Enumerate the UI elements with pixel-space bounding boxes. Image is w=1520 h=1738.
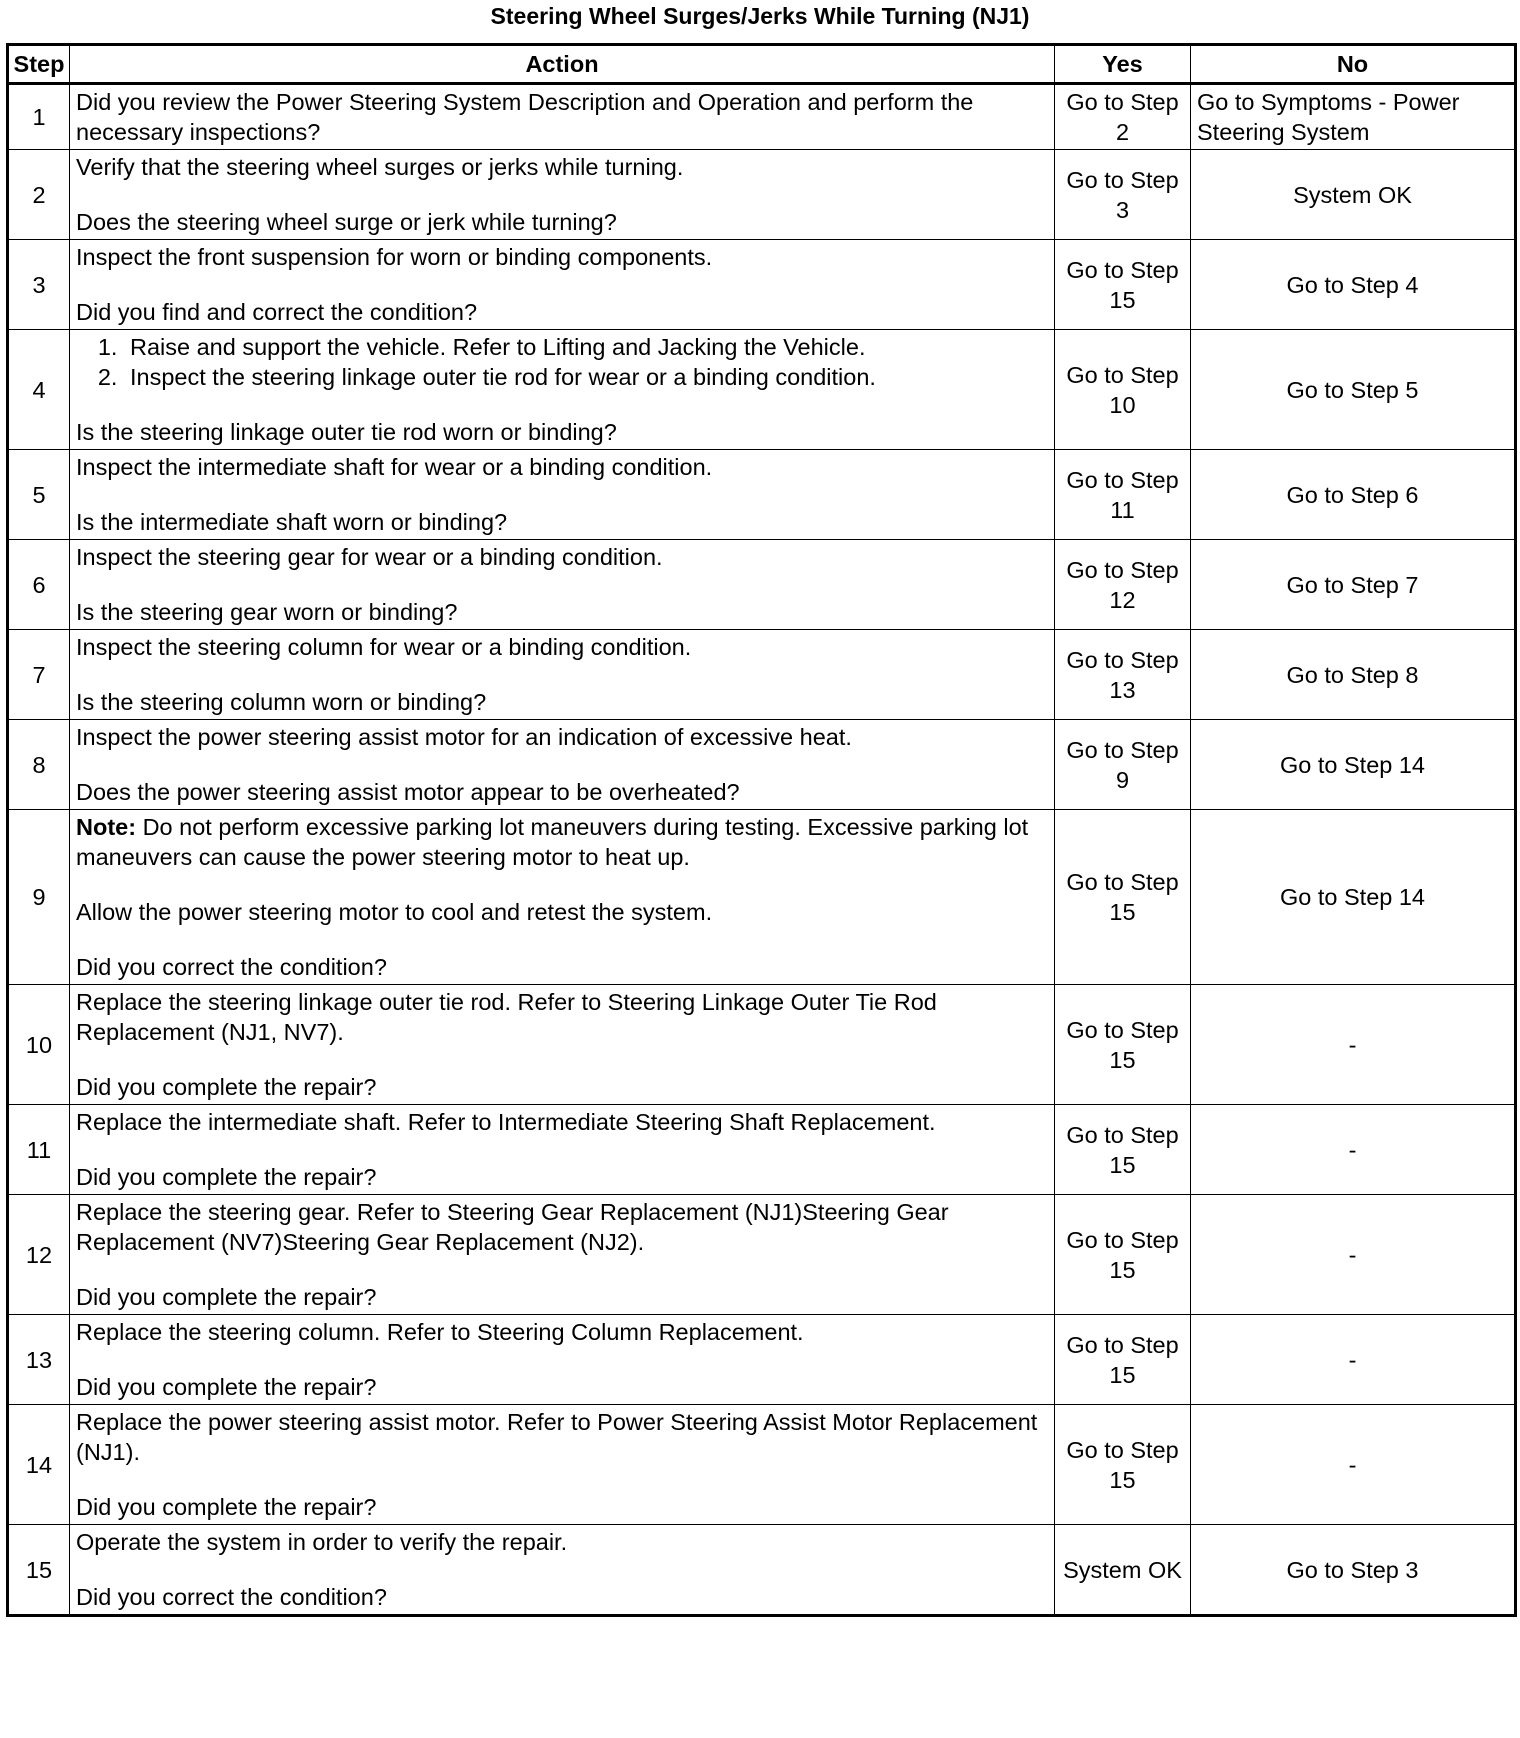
yes-outcome: Go to Step 10: [1055, 330, 1191, 450]
no-outcome: -: [1191, 1105, 1516, 1195]
no-outcome: Go to Symptoms - Power Steering System: [1191, 84, 1516, 150]
no-outcome: Go to Step 8: [1191, 630, 1516, 720]
sub-step-list: [76, 332, 1048, 392]
table-row: [8, 1315, 1516, 1405]
yes-outcome: Go to Step 15: [1055, 810, 1191, 985]
yes-outcome: Go to Step 3: [1055, 150, 1191, 240]
table-row: [8, 1105, 1516, 1195]
step-number: 10: [8, 985, 70, 1105]
note-text: Do not perform excessive parking lot maneuvers during testing. Excessive parking lot maneuvers can cause the power steering motor to heat up.: [76, 814, 1029, 870]
note-label: Note:: [76, 814, 137, 840]
step-number: 15: [8, 1525, 70, 1616]
no-outcome: -: [1191, 1315, 1516, 1405]
document-title: Steering Wheel Surges/Jerks While Turning (NJ1): [490, 3, 1030, 29]
table-row: [8, 540, 1516, 630]
table-row: [8, 240, 1516, 330]
action-cell: [70, 1405, 1055, 1525]
action-instruction: Replace the steering linkage outer tie rod. Refer to Steering Linkage Outer Tie Rod Replacement (NJ1, NV7).: [76, 989, 937, 1045]
action-question: Did you correct the condition?: [76, 954, 387, 980]
action-question: Is the steering column worn or binding?: [76, 689, 487, 715]
table-row: [8, 1405, 1516, 1525]
action-instruction: Replace the intermediate shaft. Refer to Intermediate Steering Shaft Replacement.: [76, 1109, 936, 1135]
yes-outcome: Go to Step 15: [1055, 1315, 1191, 1405]
no-outcome: Go to Step 4: [1191, 240, 1516, 330]
action-cell: [70, 1195, 1055, 1315]
sub-step: 2. Inspect the steering linkage outer tie rod for wear or a binding condition.: [124, 362, 1048, 392]
action-instruction: Inspect the steering gear for wear or a binding condition.: [76, 544, 663, 570]
table-header-row: [8, 45, 1516, 84]
action-cell: [70, 985, 1055, 1105]
table-row: [8, 1525, 1516, 1616]
step-number: 5: [8, 450, 70, 540]
action-question: Does the steering wheel surge or jerk while turning?: [76, 209, 617, 235]
yes-column-header: Yes: [1055, 45, 1191, 84]
sub-step: 1. Raise and support the vehicle. Refer to Lifting and Jacking the Vehicle.: [124, 332, 1048, 362]
action-column-header: Action: [70, 45, 1055, 84]
step-number: 12: [8, 1195, 70, 1315]
action-question: Is the intermediate shaft worn or binding?: [76, 509, 508, 535]
yes-outcome: Go to Step 2: [1055, 84, 1191, 150]
step-number: 7: [8, 630, 70, 720]
no-outcome: Go to Step 6: [1191, 450, 1516, 540]
table-row: [8, 720, 1516, 810]
table-row: [8, 150, 1516, 240]
yes-outcome: Go to Step 11: [1055, 450, 1191, 540]
action-instruction: Replace the steering gear. Refer to Steering Gear Replacement (NJ1)Steering Gear Replacement (NV7)Steering Gear Replacement (NJ2).: [76, 1199, 949, 1255]
action-cell: [70, 330, 1055, 450]
action-cell: [70, 1525, 1055, 1616]
action-instruction: Replace the power steering assist motor. Refer to Power Steering Assist Motor Replacement (NJ1).: [76, 1409, 1038, 1465]
note-block: [76, 812, 1048, 872]
table-row: [8, 985, 1516, 1105]
diagnostic-table: [6, 43, 1517, 1617]
action-question: Is the steering linkage outer tie rod worn or binding?: [76, 419, 617, 445]
yes-outcome: Go to Step 9: [1055, 720, 1191, 810]
step-number: 2: [8, 150, 70, 240]
yes-outcome: Go to Step 15: [1055, 240, 1191, 330]
action-question: Did you complete the repair?: [76, 1074, 377, 1100]
action-instruction: Replace the steering column. Refer to Steering Column Replacement.: [76, 1319, 804, 1345]
action-question: Did you complete the repair?: [76, 1494, 377, 1520]
no-outcome: Go to Step 14: [1191, 720, 1516, 810]
action-question: Does the power steering assist motor appear to be overheated?: [76, 779, 740, 805]
no-outcome: -: [1191, 1195, 1516, 1315]
action-cell: [70, 240, 1055, 330]
no-outcome: Go to Step 5: [1191, 330, 1516, 450]
step-number: 4: [8, 330, 70, 450]
action-cell: [70, 1105, 1055, 1195]
yes-outcome: Go to Step 13: [1055, 630, 1191, 720]
yes-outcome: Go to Step 15: [1055, 1195, 1191, 1315]
step-number: 6: [8, 540, 70, 630]
no-outcome: Go to Step 14: [1191, 810, 1516, 985]
table-row: [8, 630, 1516, 720]
yes-outcome: Go to Step 15: [1055, 985, 1191, 1105]
step-column-header: Step: [8, 45, 70, 84]
step-number: 11: [8, 1105, 70, 1195]
action-question: Is the steering gear worn or binding?: [76, 599, 458, 625]
step-number: 3: [8, 240, 70, 330]
action-instruction: Verify that the steering wheel surges or jerks while turning.: [76, 154, 684, 180]
yes-outcome: Go to Step 12: [1055, 540, 1191, 630]
step-number: 13: [8, 1315, 70, 1405]
yes-outcome: Go to Step 15: [1055, 1105, 1191, 1195]
action-question: Did you find and correct the condition?: [76, 299, 478, 325]
no-outcome: -: [1191, 1405, 1516, 1525]
action-instruction: Inspect the power steering assist motor for an indication of excessive heat.: [76, 724, 852, 750]
step-number: 14: [8, 1405, 70, 1525]
action-instruction: Inspect the steering column for wear or a binding condition.: [76, 634, 692, 660]
table-row: [8, 810, 1516, 985]
action-question: Did you complete the repair?: [76, 1164, 377, 1190]
action-instruction: Inspect the intermediate shaft for wear or a binding condition.: [76, 454, 713, 480]
no-outcome: Go to Step 3: [1191, 1525, 1516, 1616]
action-text: Did you review the Power Steering System Description and Operation and perform the necessary inspections?: [70, 84, 1055, 150]
yes-outcome: System OK: [1055, 1525, 1191, 1616]
table-row: [8, 450, 1516, 540]
table-row: [8, 84, 1516, 150]
table-row: [8, 330, 1516, 450]
action-cell: [70, 1315, 1055, 1405]
step-number: 9: [8, 810, 70, 985]
action-instruction: Allow the power steering motor to cool and retest the system.: [76, 899, 713, 925]
action-instruction: Operate the system in order to verify the repair.: [76, 1529, 568, 1555]
no-outcome: Go to Step 7: [1191, 540, 1516, 630]
yes-outcome: Go to Step 15: [1055, 1405, 1191, 1525]
no-outcome: System OK: [1191, 150, 1516, 240]
step-number: 1: [8, 84, 70, 150]
action-cell: [70, 810, 1055, 985]
action-cell: [70, 630, 1055, 720]
action-cell: [70, 720, 1055, 810]
step-number: 8: [8, 720, 70, 810]
no-column-header: No: [1191, 45, 1516, 84]
no-outcome: -: [1191, 985, 1516, 1105]
action-cell: [70, 450, 1055, 540]
action-instruction: Inspect the front suspension for worn or binding components.: [76, 244, 713, 270]
action-question: Did you correct the condition?: [76, 1584, 387, 1610]
action-cell: [70, 540, 1055, 630]
action-question: Did you complete the repair?: [76, 1284, 377, 1310]
action-cell: [70, 150, 1055, 240]
table-row: [8, 1195, 1516, 1315]
action-question: Did you complete the repair?: [76, 1374, 377, 1400]
